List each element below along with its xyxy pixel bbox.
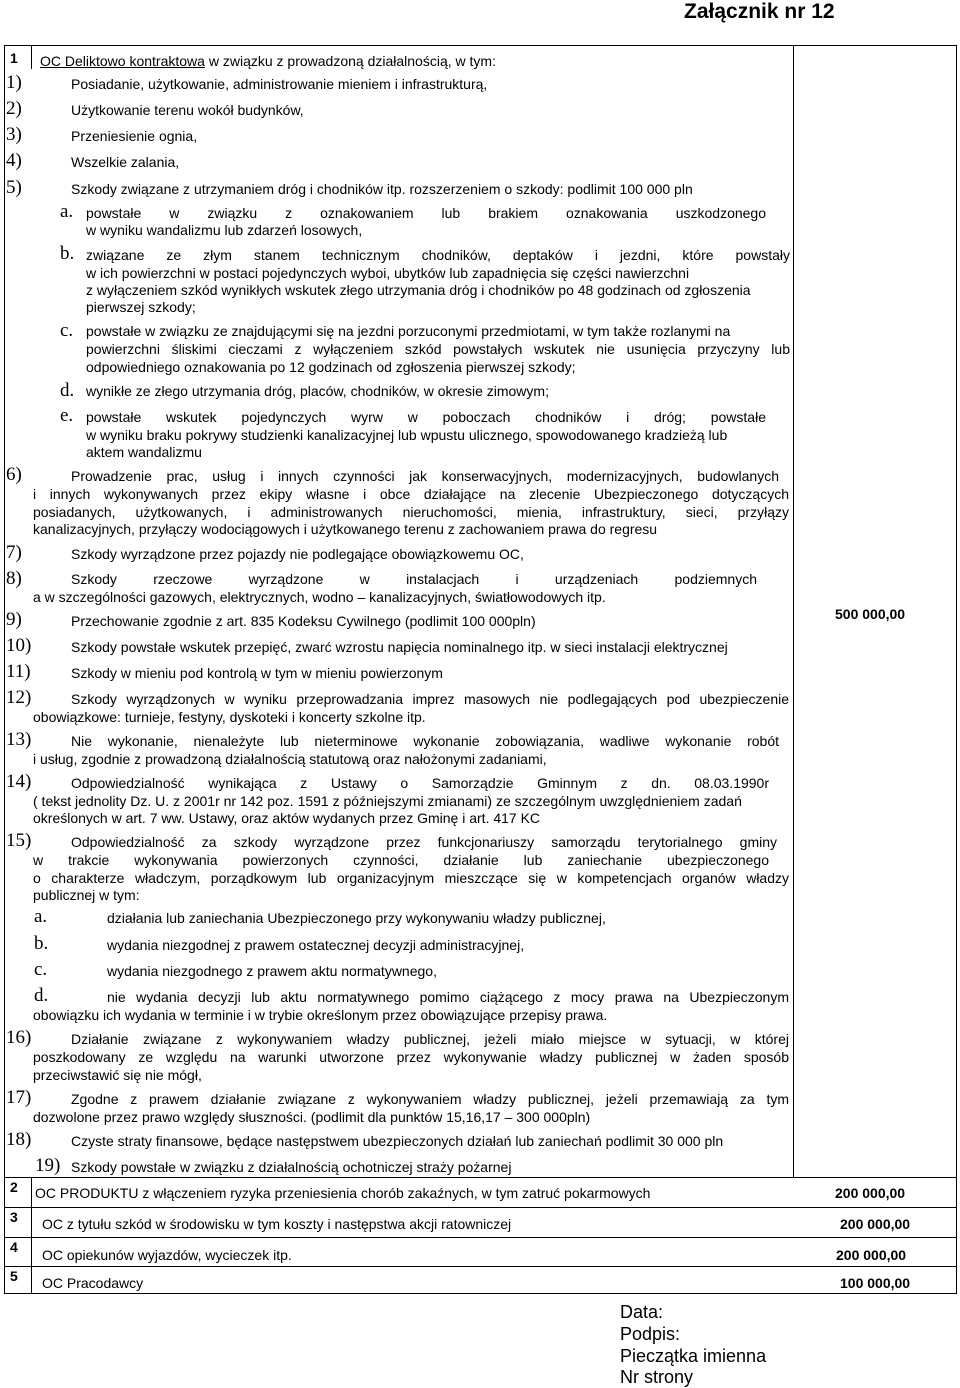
subitem-letter: e. xyxy=(60,405,74,426)
subitem-letter: d. xyxy=(34,985,49,1006)
row-separator xyxy=(4,1177,957,1178)
footer-stamp-label: Pieczątka imienna xyxy=(620,1346,767,1366)
row-text: OC PRODUKTU z włączeniem ryzyka przeniesienia chorób zakaźnych, w tym zatruć pokarmowych xyxy=(35,1185,651,1201)
item-number: 1) xyxy=(6,72,22,93)
subitem-letter: a. xyxy=(34,906,48,927)
table-divider-num-lower xyxy=(31,1177,32,1294)
item-number: 13) xyxy=(6,729,32,750)
item-number: 7) xyxy=(6,542,22,563)
item-number: 4) xyxy=(6,150,22,171)
subitem-text: powstałe w związku ze znajdującymi się na jezdni porzuconymi przedmiotami, w tym także rozlanymi na xyxy=(86,323,731,339)
item-text: Przechowanie zgodnie z art. 835 Kodeksu Cywilnego (podlimit 100 000pln) xyxy=(71,613,536,629)
subitem-letter: c. xyxy=(34,959,48,980)
item-text: Szkody powstałe wskutek przepięć, zwarć wzrostu napięcia nominalnego itp. w sieci instalacji elektrycznej xyxy=(71,639,728,655)
table-border-top xyxy=(4,45,957,46)
item-text: dozwolone przez prawo względy słuszności. (podlimit dla punktów 15,16,17 – 300 000pln) xyxy=(33,1109,591,1125)
subitem-text: powstałe w związku z oznakowaniem lub brakiem oznakowania uszkodzonego xyxy=(86,205,766,221)
row-text: OC z tytułu szkód w środowisku w tym koszty i następstwa akcji ratowniczej xyxy=(42,1216,512,1232)
subitem-text: obowiązku ich wydania w terminie i w trybie określonym przez obowiązujące przepisy prawa. xyxy=(33,1007,608,1023)
item-number: 18) xyxy=(6,1129,32,1150)
table-border-left xyxy=(4,45,5,1294)
item-number: 2) xyxy=(6,98,22,119)
item-text: Użytkowanie terenu wokół budynków, xyxy=(71,102,304,118)
item-text: Zgodne z prawem działanie związane z wykonywaniem władzy publicznej, jeżeli przemawiają za tym xyxy=(71,1091,789,1107)
item-text: a w szczególności gazowych, elektrycznych, wodno – kanalizacyjnych, światłowodowych itp. xyxy=(33,589,606,605)
item-number: 8) xyxy=(6,568,22,589)
item-text: publicznej w tym: xyxy=(33,887,140,903)
item-text: Nie wykonanie, nienależyte lub nieterminowe wykonanie zobowiązania, wadliwe wykonanie robót xyxy=(71,733,779,749)
subitem-letter: b. xyxy=(34,933,49,954)
subitem-text: z wyłączeniem szkód wynikłych wskutek złego utrzymania dróg i chodników po 48 godzinach od zgłoszenia xyxy=(86,282,751,298)
section-number: 1 xyxy=(10,50,18,66)
subitem-text: powierzchni śliskimi cieczami z wyłączeniem szkód powstałych wskutek nie usunięcia przyczyny lub xyxy=(86,341,790,357)
item-number: 19) xyxy=(35,1155,61,1176)
subitem-text: wynikłe ze złego utrzymania dróg, placów, chodników, w okresie zimowym; xyxy=(86,383,549,399)
table-border-right xyxy=(956,45,957,1294)
item-number: 11) xyxy=(6,661,31,682)
subitem-text: wydania niezgodnego z prawem aktu normatywnego, xyxy=(107,963,437,979)
subitem-text: związane ze złym stanem technicznym chodników, deptaków i jezdni, które powstały xyxy=(86,247,790,263)
subitem-letter: c. xyxy=(60,320,74,341)
item-text: Odpowiedzialność za szkody wyrządzone przez funkcjonariuszy samorządu terytorialnego gminy xyxy=(71,834,777,850)
item-text: przeciwstawić się nie mógł, xyxy=(33,1067,202,1083)
item-text: Odpowiedzialność wynikająca z Ustawy o Samorządzie Gminnym z dn. 08.03.1990r xyxy=(71,775,769,791)
subitem-text: w wyniku wandalizmu lub zdarzeń losowych, xyxy=(86,222,363,238)
item-text: Przeniesienie ognia, xyxy=(71,128,198,144)
item-text: i usług, zgodnie z prowadzoną działalnością statutową oraz nałożonymi zadaniami, xyxy=(33,751,547,767)
row-separator xyxy=(4,1237,957,1238)
item-number: 15) xyxy=(6,830,32,851)
item-text: Szkody w mieniu pod kontrolą w tym w mieniu powierzonym xyxy=(71,665,443,681)
row-separator xyxy=(4,1266,957,1267)
item-text: i innych wykonywanych przez ekipy własne i obce działające na zlecenie Ubezpieczonego dotyczących xyxy=(33,486,789,502)
row-number: 2 xyxy=(10,1179,18,1195)
section-header-rest: w związku z prowadzoną działalnością, w tym: xyxy=(204,53,496,69)
row-text: OC opiekunów wyjazdów, wycieczek itp. xyxy=(42,1247,292,1263)
row-text: OC Pracodawcy xyxy=(42,1275,144,1291)
item-number: 12) xyxy=(6,687,32,708)
item-number: 5) xyxy=(6,177,22,198)
item-text: Czyste straty finansowe, będące następstwem ubezpieczonych działań lub zaniechań podlimit 30 000 pln xyxy=(71,1133,724,1149)
row-separator xyxy=(4,1207,957,1208)
table-divider-amount xyxy=(793,45,794,1178)
item-number: 9) xyxy=(6,609,22,630)
row-amount: 100 000,00 xyxy=(840,1275,911,1291)
item-text: Prowadzenie prac, usług i innych czynności jak konserwacyjnych, modernizacyjnych, budowlanych xyxy=(71,468,779,484)
item-number: 17) xyxy=(6,1087,32,1108)
item-text: Działanie związane z wykonywaniem władzy publicznej, jeżeli miało miejsce w sytuacji, w której xyxy=(71,1031,789,1047)
section-header-underlined: OC Deliktowo kontraktowa xyxy=(40,53,205,69)
item-text: ( tekst jednolity Dz. U. z 2001r nr 142 poz. 1591 z późniejszymi zmianami) ze szczególnym uwzględnieniem zadań xyxy=(33,793,742,809)
item-number: 6) xyxy=(6,464,22,485)
item-number: 16) xyxy=(6,1027,32,1048)
item-number: 3) xyxy=(6,124,22,145)
item-text: poszkodowany ze względu na warunki utworzone przez wykonywanie władzy publicznej w żaden sposób xyxy=(33,1049,789,1065)
row-number: 3 xyxy=(10,1209,18,1225)
subitem-text: wydania niezgodnej z prawem ostatecznej decyzji administracyjnej, xyxy=(107,937,525,953)
item-text: posiadanych, użytkowanych, i administrowanych nieruchomości, mienia, infrastruktury, sieci, przyłązy xyxy=(33,504,789,520)
page-title: Załącznik nr 12 xyxy=(684,0,835,23)
subitem-letter: a. xyxy=(60,201,74,222)
item-text: Szkody związane z utrzymaniem dróg i chodników itp. rozszerzeniem o szkody: podlimit 100 000 pln xyxy=(71,181,693,197)
section-amount: 500 000,00 xyxy=(835,606,906,622)
item-number: 10) xyxy=(6,635,32,656)
row-amount: 200 000,00 xyxy=(835,1185,906,1201)
section-header xyxy=(40,53,496,70)
subitem-text: aktem wandalizmu xyxy=(86,444,202,460)
subitem-text: nie wydania decyzji lub aktu normatywnego pomimo ciążącego z mocy prawa na Ubezpieczonym xyxy=(107,989,789,1005)
subitem-text: w wyniku braku pokrywy studzienki kanalizacyjnej lub wpustu ulicznego, spowodowanego kradzieżą lub xyxy=(86,427,728,443)
row-amount: 200 000,00 xyxy=(836,1247,907,1263)
subitem-letter: b. xyxy=(60,243,75,264)
item-text: Szkody wyrządzonych w wyniku przeprowadzania imprez masowych nie podlegających pod ubezpieczenie xyxy=(71,691,789,707)
item-text: obowiązkowe: turnieje, festyny, dyskoteki i koncerty szkolne itp. xyxy=(33,709,426,725)
row-number: 4 xyxy=(10,1239,18,1255)
subitem-text: w ich powierzchni w postaci pojedynczych wyboi, ubytków lub zapadnięcia się części nawierzchni xyxy=(86,265,690,281)
footer-date-label: Data: xyxy=(620,1302,664,1322)
row-number: 5 xyxy=(10,1268,18,1284)
item-text: kanalizacyjnych, przyłączy wodociągowych i użytkowanego terenu z zachowaniem prawa do regresu xyxy=(33,521,658,537)
item-text: Wszelkie zalania, xyxy=(71,154,180,170)
item-text: o charakterze władczym, porządkowym lub organizacyjnym mieszczące się w kompetencjach organów władzy xyxy=(33,870,789,886)
item-text: Posiadanie, użytkowanie, administrowanie mieniem i infrastrukturą, xyxy=(71,76,488,92)
item-text: Szkody powstałe w związku z działalnością ochotniczej straży pożarnej xyxy=(71,1159,512,1175)
table-divider-num xyxy=(31,45,32,69)
item-text: w trakcie wykonywania powierzonych czynności, działanie lub zaniechanie ubezpieczonego xyxy=(33,852,769,868)
subitem-text: działania lub zaniechania Ubezpieczonego przy wykonywaniu władzy publicznej, xyxy=(107,910,606,926)
footer-signature-label: Podpis: xyxy=(620,1324,681,1344)
subitem-letter: d. xyxy=(60,380,75,401)
row-amount: 200 000,00 xyxy=(840,1216,911,1232)
subitem-text: powstałe wskutek pojedynczych wyrw w poboczach chodników i dróg; powstałe xyxy=(86,409,766,425)
item-number: 14) xyxy=(6,771,32,792)
item-text: Szkody rzeczowe wyrządzone w instalacjach i urządzeniach podziemnych xyxy=(71,571,757,587)
footer-page-label: Nr strony xyxy=(620,1367,694,1387)
item-text: określonych w art. 7 ww. Ustawy, oraz aktów wydanych przez Gminę i art. 417 KC xyxy=(33,810,541,826)
item-text: Szkody wyrządzone przez pojazdy nie podlegające obowiązkowemu OC, xyxy=(71,546,524,562)
subitem-text: odpowiedniego oznakowania po 12 godzinach od zgłoszenia pierwszej szkody; xyxy=(86,359,576,375)
table-border-bottom xyxy=(4,1293,957,1294)
subitem-text: pierwszej szkody; xyxy=(86,299,196,315)
